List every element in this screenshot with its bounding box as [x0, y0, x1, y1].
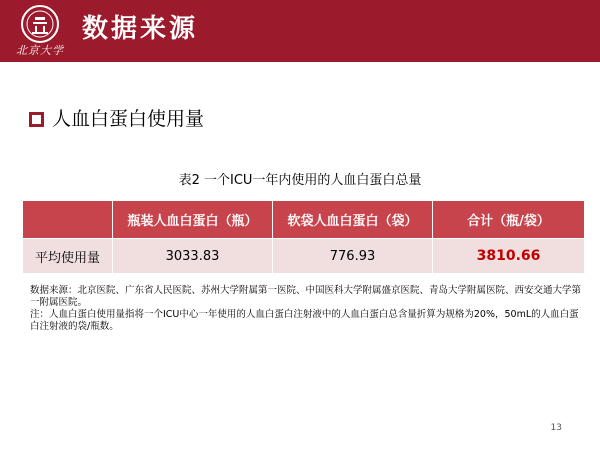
- logo-wordmark: 北京大学: [16, 44, 64, 57]
- university-seal-icon: [20, 4, 60, 44]
- section-heading: 人血白蛋白使用量: [52, 108, 205, 130]
- square-bullet-icon: [29, 112, 44, 127]
- table-row: [23, 239, 585, 274]
- header-banner: [0, 0, 600, 62]
- column-header: 瓶装人血白蛋白（瓶）: [113, 201, 273, 239]
- footnotes: [30, 285, 582, 333]
- table-caption: 表2 一个ICU一年内使用的人血白蛋白总量: [178, 173, 422, 188]
- remark-note: 注：人血白蛋白使用量指将一个ICU中心一年使用的人血白蛋白注射液中的人血白蛋白总含量折算为规格为20%，50mL的人血白蛋白注射液的袋/瓶数。: [30, 309, 579, 332]
- page-title: 数据来源: [82, 14, 199, 44]
- column-header: 合计（瓶/袋）: [433, 201, 585, 239]
- page-number: 13: [550, 423, 562, 433]
- total-cell: 3810.66: [433, 239, 585, 274]
- column-header: 软袋人血白蛋白（袋）: [273, 201, 433, 239]
- row-label: 平均使用量: [23, 239, 113, 274]
- table-cell: 3033.83: [113, 239, 273, 274]
- data-source-note: 数据来源：北京医院、广东省人民医院、苏州大学附属第一医院、中国医科大学附属盛京医院、青岛大学附属医院、西安交通大学第一附属医院。: [30, 285, 582, 308]
- column-header: [23, 201, 113, 239]
- albumin-usage-table: [22, 200, 585, 274]
- table-header-row: [23, 201, 585, 239]
- table-cell: 776.93: [273, 239, 433, 274]
